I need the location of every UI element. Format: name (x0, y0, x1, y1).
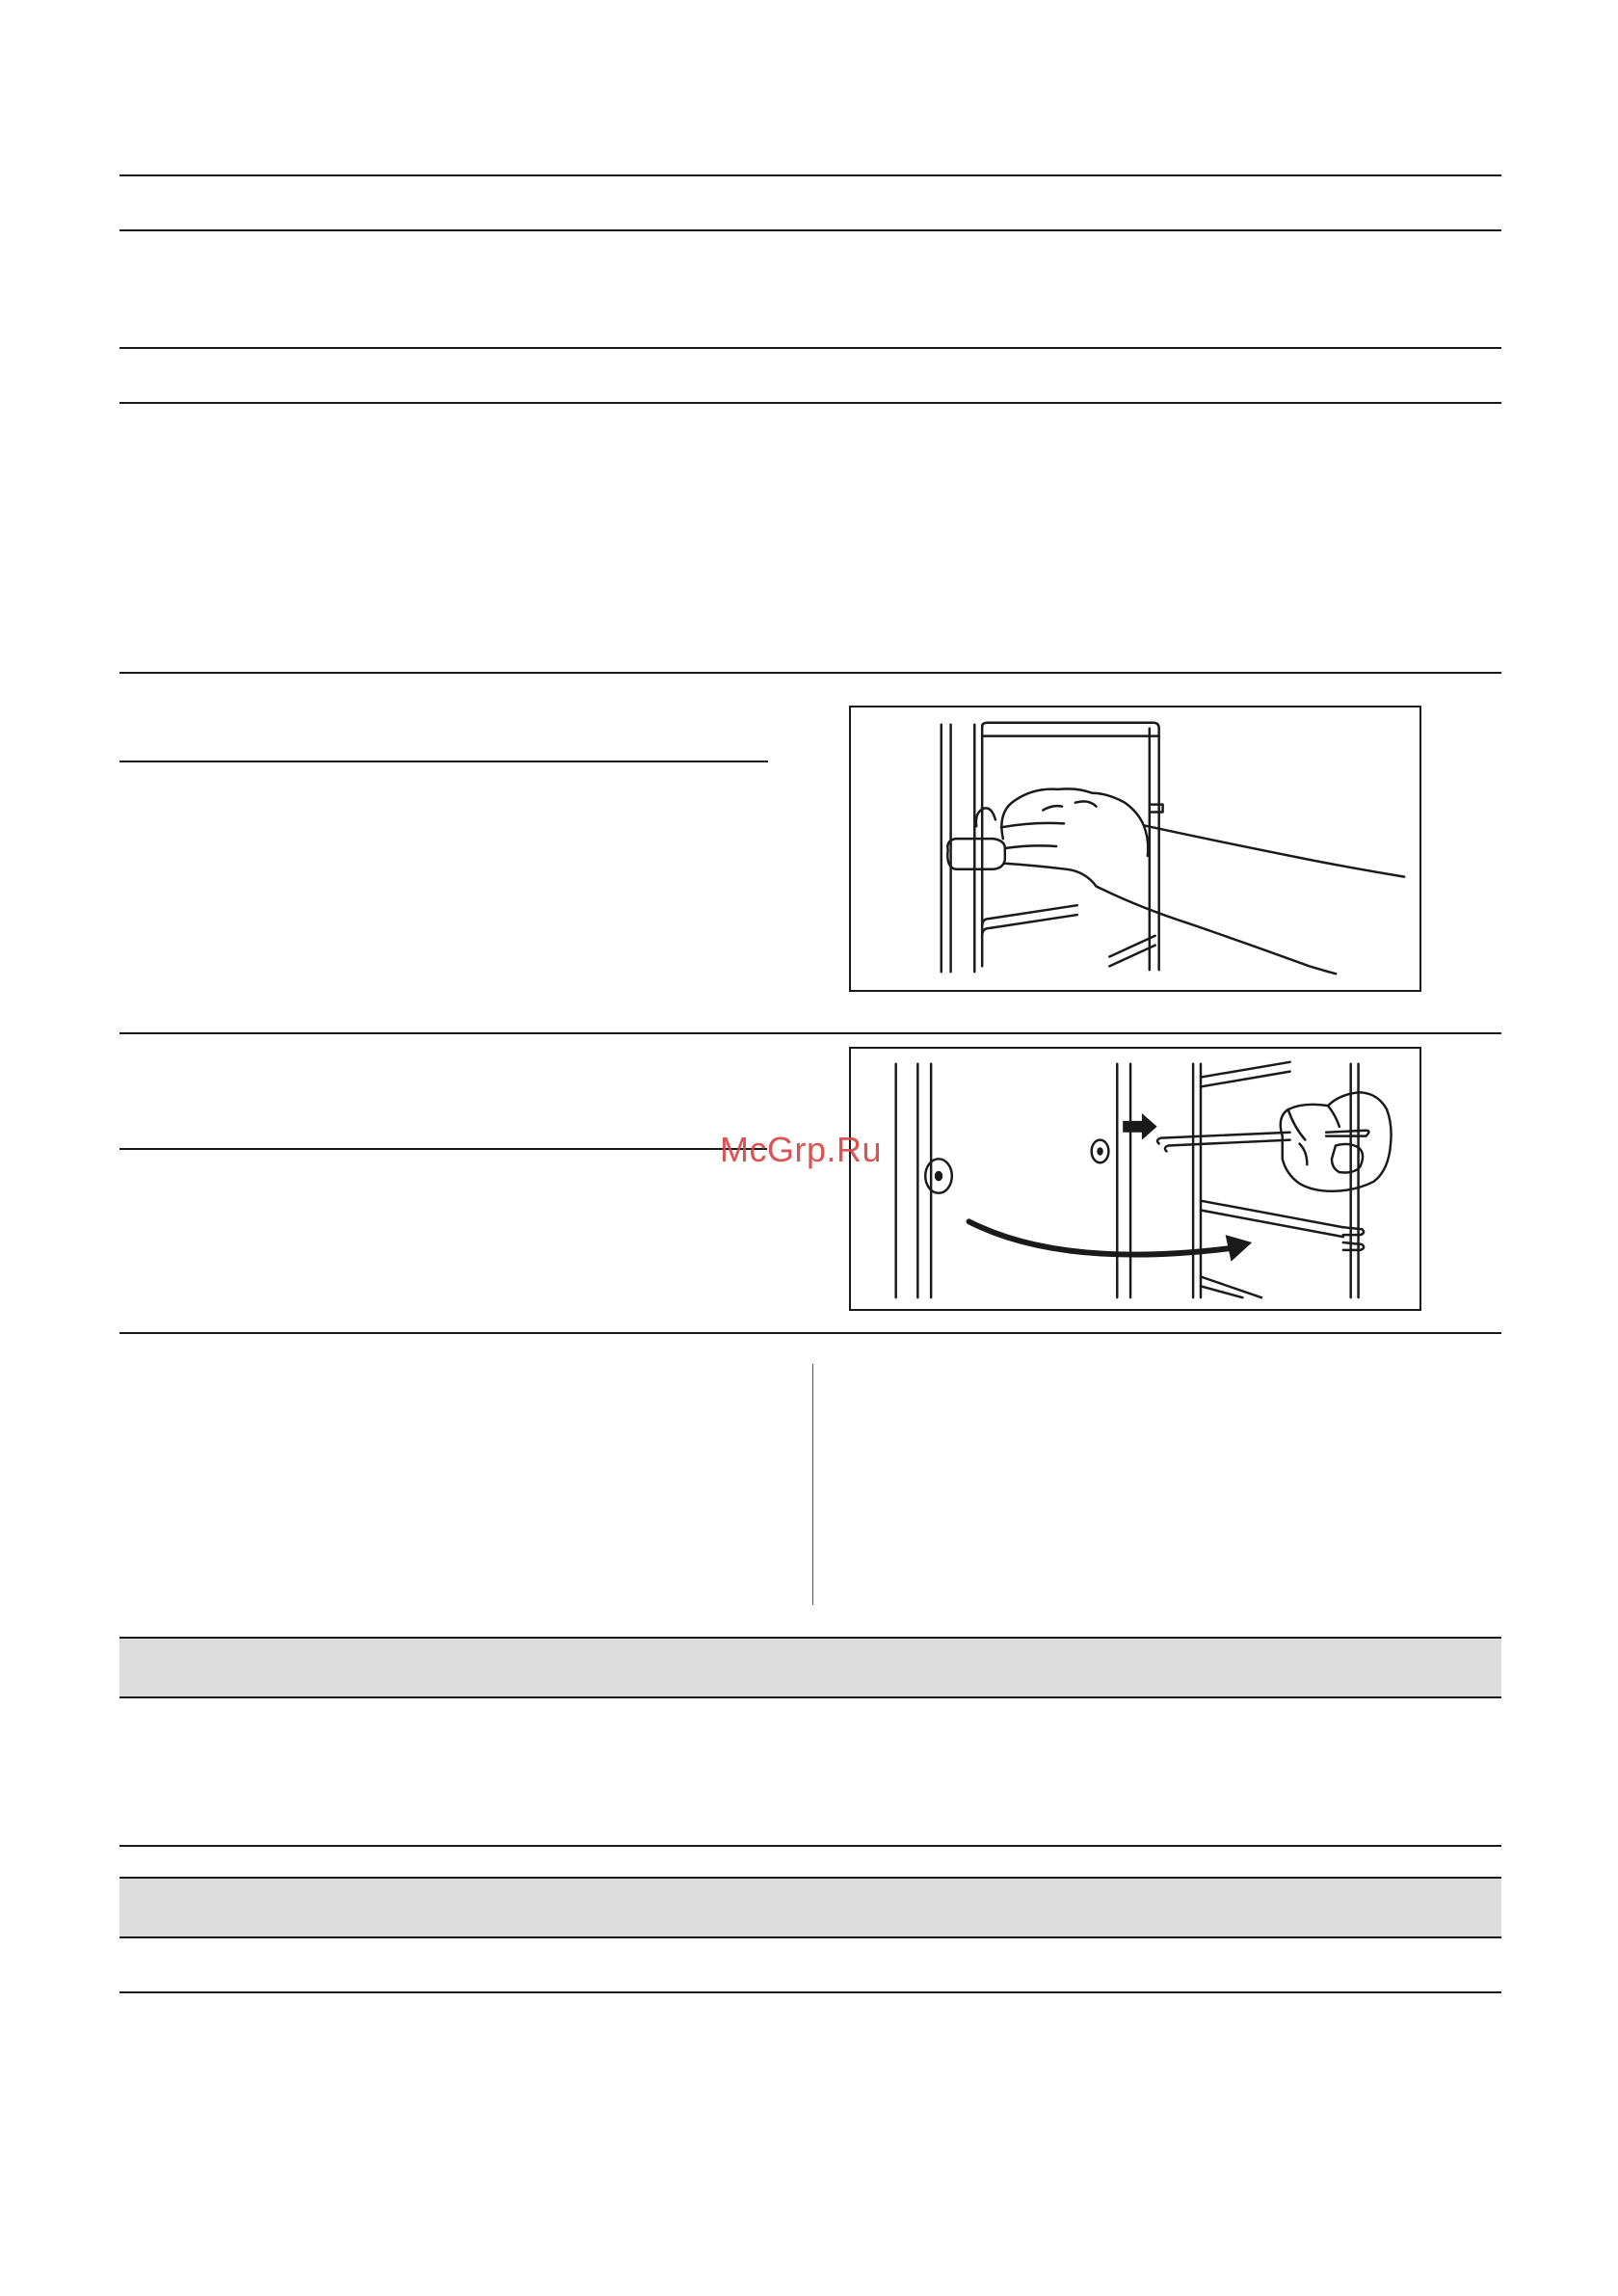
section-rule-9 (119, 1991, 1501, 1993)
grey-header-band-1 (119, 1637, 1501, 1698)
section-rule-6 (119, 1032, 1501, 1034)
section-rule-top-2 (119, 229, 1501, 231)
hand-swinging-rack-icon (851, 1049, 1419, 1309)
figure-remove-shelf-support-front (849, 706, 1421, 992)
hand-pulling-rack-icon (851, 707, 1419, 990)
section-rule-7 (119, 1332, 1501, 1334)
grey-header-band-2 (119, 1877, 1501, 1938)
watermark-logo: McGrp.Ru (720, 1130, 883, 1169)
section-rule-5 (119, 672, 1501, 674)
section-rule-4 (119, 402, 1501, 404)
figure-remove-shelf-support-rear (849, 1047, 1421, 1311)
section-rule-8 (119, 1845, 1501, 1847)
subsection-rule-2 (119, 1148, 767, 1150)
section-rule-top-1 (119, 174, 1501, 176)
section-rule-3 (119, 347, 1501, 349)
column-divider (812, 1364, 813, 1605)
subsection-rule-1 (119, 761, 768, 762)
